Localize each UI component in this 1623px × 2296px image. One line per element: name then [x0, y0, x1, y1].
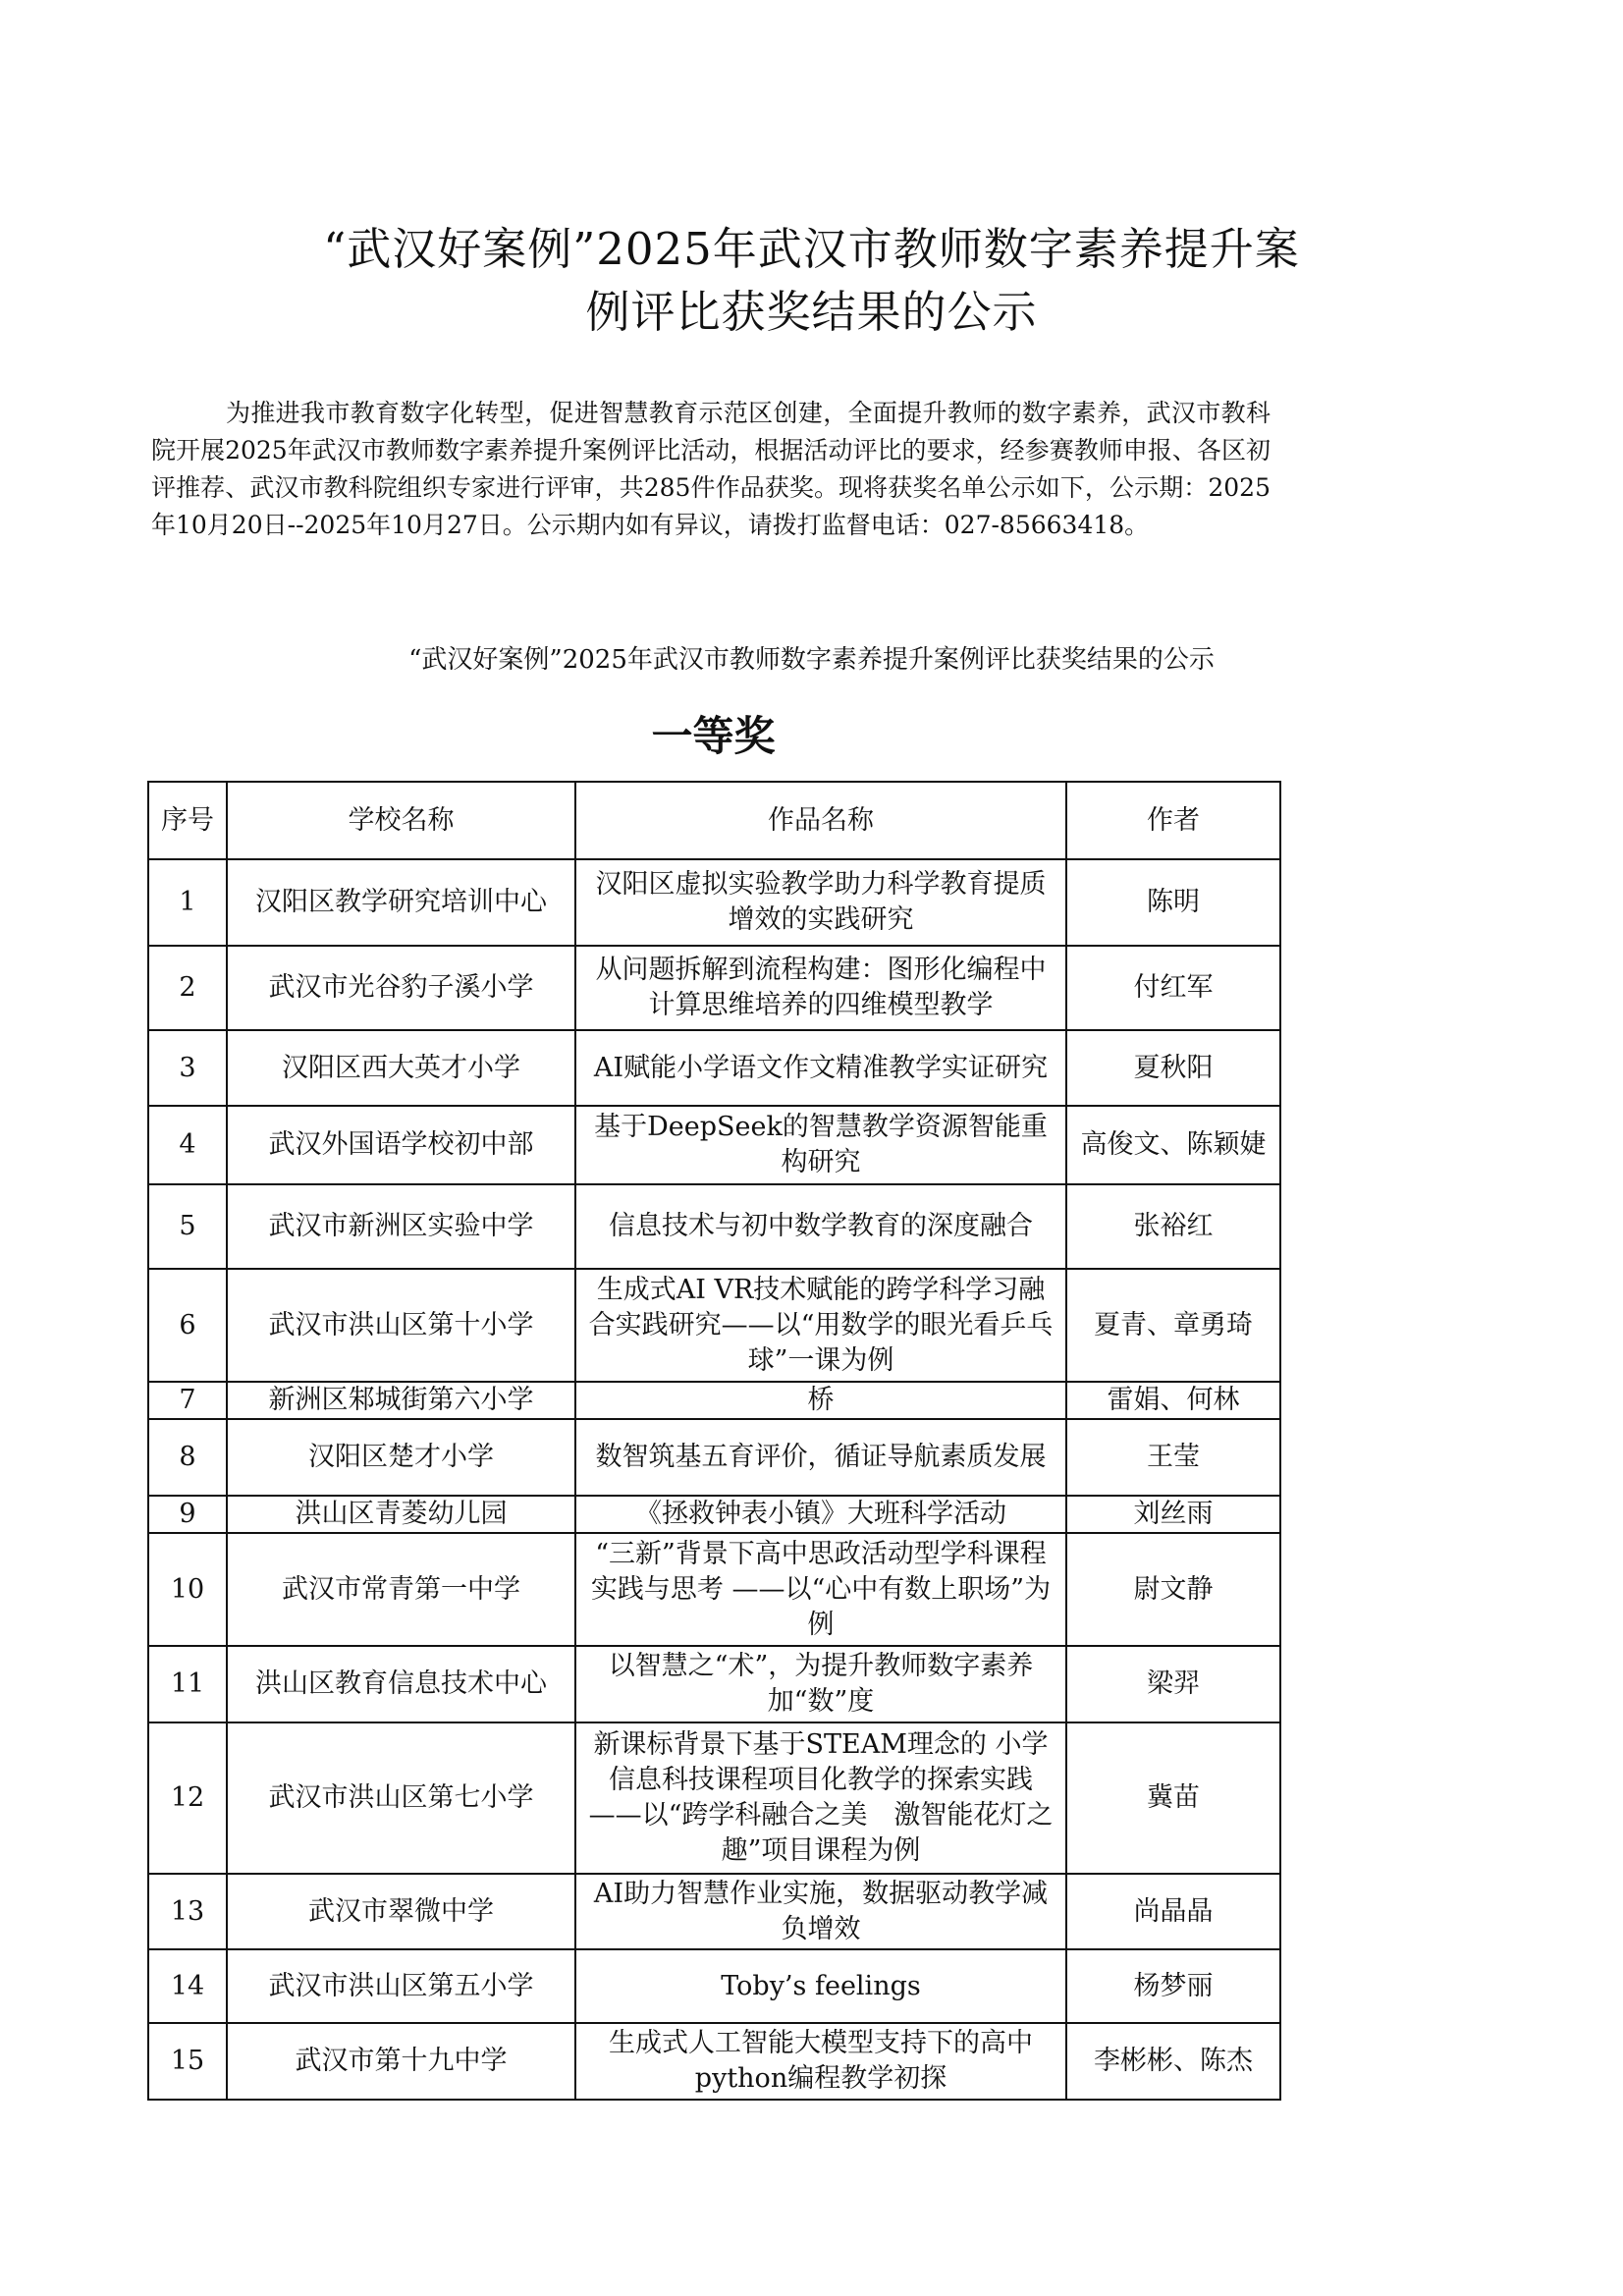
row-work: AI助力智慧作业实施，数据驱动教学减负增效 [575, 1874, 1066, 1949]
row-author: 李彬彬、陈杰 [1066, 2023, 1280, 2100]
header-author: 作者 [1066, 782, 1280, 859]
intro-paragraph: 为推进我市教育数字化转型，促进智慧教育示范区创建，全面提升教师的数字素养，武汉市教科院开展2025年武汉市教师数字素养提升案例评比活动，根据活动评比的要求，经参赛教师申报、各区初评推荐、武汉市教科院组织专家进行评审，共285件作品获奖。现将获奖名单公示如下，公示期：2025年10月20日--2025年10月27日。公示期内如有异议，请拨打监督电话：027-85663418。 [151, 399, 1271, 539]
row-work: 《拯救钟表小镇》大班科学活动 [575, 1496, 1066, 1533]
row-school: 武汉市新洲区实验中学 [227, 1184, 575, 1269]
row-author: 梁羿 [1066, 1646, 1280, 1722]
row-no: 3 [148, 1030, 227, 1106]
row-author: 夏青、章勇琦 [1066, 1269, 1280, 1382]
table-row [148, 1382, 1280, 1419]
row-work: 从问题拆解到流程构建：图形化编程中计算思维培养的四维模型教学 [575, 946, 1066, 1030]
table-row [148, 1496, 1280, 1533]
header-work: 作品名称 [575, 782, 1066, 859]
row-no: 5 [148, 1184, 227, 1269]
table-row [148, 1646, 1280, 1722]
table-row [148, 1949, 1280, 2023]
row-author: 尉文静 [1066, 1533, 1280, 1646]
row-author: 陈明 [1066, 859, 1280, 946]
table-row [148, 1533, 1280, 1646]
table-row [148, 1106, 1280, 1184]
prize-title: 一等奖 [651, 712, 776, 760]
row-no: 11 [148, 1646, 227, 1722]
row-school: 武汉市翠微中学 [227, 1874, 575, 1949]
row-author: 雷娟、何林 [1066, 1382, 1280, 1419]
table-row [148, 1874, 1280, 1949]
row-school: 汉阳区教学研究培训中心 [227, 859, 575, 946]
awards-table [147, 781, 1281, 2101]
table-row [148, 1030, 1280, 1106]
row-no: 13 [148, 1874, 227, 1949]
header-school: 学校名称 [227, 782, 575, 859]
row-work: AI赋能小学语文作文精准教学实证研究 [575, 1030, 1066, 1106]
row-author: 付红军 [1066, 946, 1280, 1030]
row-no: 9 [148, 1496, 227, 1533]
table-row [148, 1419, 1280, 1496]
row-school: 汉阳区楚才小学 [227, 1419, 575, 1496]
row-no: 7 [148, 1382, 227, 1419]
row-school: 武汉市常青第一中学 [227, 1533, 575, 1646]
table-row [148, 1722, 1280, 1874]
row-work: 汉阳区虚拟实验教学助力科学教育提质增效的实践研究 [575, 859, 1066, 946]
row-no: 8 [148, 1419, 227, 1496]
row-author: 张裕红 [1066, 1184, 1280, 1269]
row-work: 生成式人工智能大模型支持下的高中python编程教学初探 [575, 2023, 1066, 2100]
row-work: 信息技术与初中数学教育的深度融合 [575, 1184, 1066, 1269]
row-school: 汉阳区西大英才小学 [227, 1030, 575, 1106]
row-author: 尚晶晶 [1066, 1874, 1280, 1949]
table-row [148, 859, 1280, 946]
row-work: “三新”背景下高中思政活动型学科课程实践与思考 ——以“心中有数上职场”为例 [575, 1533, 1066, 1646]
row-author: 王莹 [1066, 1419, 1280, 1496]
row-no: 10 [148, 1533, 227, 1646]
row-school: 洪山区教育信息技术中心 [227, 1646, 575, 1722]
row-no: 14 [148, 1949, 227, 2023]
row-school: 洪山区青菱幼儿园 [227, 1496, 575, 1533]
row-no: 2 [148, 946, 227, 1030]
row-no: 1 [148, 859, 227, 946]
row-work: 桥 [575, 1382, 1066, 1419]
header-no: 序号 [148, 782, 227, 859]
page-title-line-1: “武汉好案例”2025年武汉市教师数字素养提升案 [323, 223, 1300, 275]
table-caption: “武汉好案例”2025年武汉市教师数字素养提升案例评比获奖结果的公示 [408, 645, 1215, 675]
row-author: 夏秋阳 [1066, 1030, 1280, 1106]
table-row [148, 2023, 1280, 2100]
row-work: 以智慧之“术”，为提升教师数字素养加“数”度 [575, 1646, 1066, 1722]
row-no: 12 [148, 1722, 227, 1874]
table-header-row [148, 782, 1280, 859]
page-title [0, 218, 1623, 344]
row-work: Toby’s feelings [575, 1949, 1066, 2023]
row-no: 4 [148, 1106, 227, 1184]
row-no: 6 [148, 1269, 227, 1382]
page-title-line-2: 例评比获奖结果的公示 [585, 286, 1038, 338]
row-school: 武汉市洪山区第七小学 [227, 1722, 575, 1874]
row-author: 刘丝雨 [1066, 1496, 1280, 1533]
row-work: 生成式AI VR技术赋能的跨学科学习融合实践研究——以“用数学的眼光看乒乓球”一课为例 [575, 1269, 1066, 1382]
row-school: 武汉市洪山区第五小学 [227, 1949, 575, 2023]
table-row [148, 946, 1280, 1030]
row-no: 15 [148, 2023, 227, 2100]
row-author: 高俊文、陈颖婕 [1066, 1106, 1280, 1184]
row-school: 武汉市第十九中学 [227, 2023, 575, 2100]
table-row [148, 1269, 1280, 1382]
table-row [148, 1184, 1280, 1269]
row-author: 杨梦丽 [1066, 1949, 1280, 2023]
row-work: 新课标背景下基于STEAM理念的 小学信息科技课程项目化教学的探索实践 ——以“跨学科融合之美 激智能花灯之趣”项目课程为例 [575, 1722, 1066, 1874]
row-work: 基于DeepSeek的智慧教学资源智能重构研究 [575, 1106, 1066, 1184]
row-author: 冀苗 [1066, 1722, 1280, 1874]
row-school: 武汉外国语学校初中部 [227, 1106, 575, 1184]
row-school: 武汉市光谷豹子溪小学 [227, 946, 575, 1030]
row-school: 武汉市洪山区第十小学 [227, 1269, 575, 1382]
row-work: 数智筑基五育评价，循证导航素质发展 [575, 1419, 1066, 1496]
row-school: 新洲区邾城街第六小学 [227, 1382, 575, 1419]
